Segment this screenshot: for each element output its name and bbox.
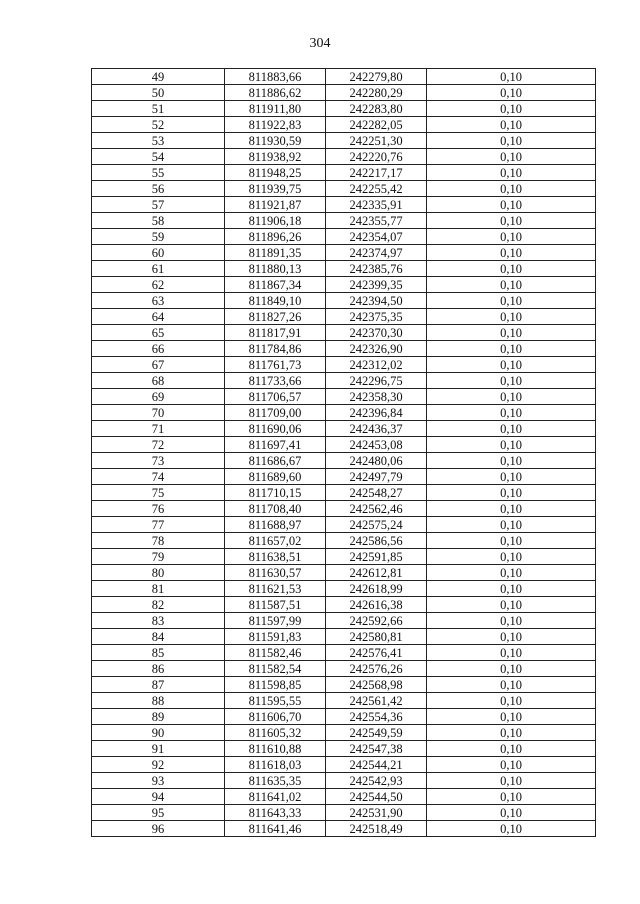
y-coordinate-cell: 242370,30 <box>326 325 427 341</box>
table-row <box>92 389 596 405</box>
table-row <box>92 245 596 261</box>
x-coordinate-cell: 811587,51 <box>225 597 326 613</box>
y-coordinate-cell: 242326,90 <box>326 341 427 357</box>
point-number-cell: 66 <box>92 341 225 357</box>
point-number-cell: 92 <box>92 757 225 773</box>
table-row <box>92 533 596 549</box>
point-number-cell: 70 <box>92 405 225 421</box>
point-number-cell: 50 <box>92 85 225 101</box>
y-coordinate-cell: 242399,35 <box>326 277 427 293</box>
x-coordinate-cell: 811709,00 <box>225 405 326 421</box>
table-row <box>92 453 596 469</box>
x-coordinate-cell: 811690,06 <box>225 421 326 437</box>
x-coordinate-cell: 811689,60 <box>225 469 326 485</box>
y-coordinate-cell: 242547,38 <box>326 741 427 757</box>
accuracy-cell: 0,10 <box>427 245 596 261</box>
x-coordinate-cell: 811643,33 <box>225 805 326 821</box>
table-row <box>92 213 596 229</box>
point-number-cell: 79 <box>92 549 225 565</box>
accuracy-cell: 0,10 <box>427 661 596 677</box>
x-coordinate-cell: 811948,25 <box>225 165 326 181</box>
accuracy-cell: 0,10 <box>427 693 596 709</box>
y-coordinate-cell: 242394,50 <box>326 293 427 309</box>
x-coordinate-cell: 811827,26 <box>225 309 326 325</box>
point-number-cell: 91 <box>92 741 225 757</box>
accuracy-cell: 0,10 <box>427 277 596 293</box>
accuracy-cell: 0,10 <box>427 309 596 325</box>
x-coordinate-cell: 811605,32 <box>225 725 326 741</box>
accuracy-cell: 0,10 <box>427 549 596 565</box>
table-row <box>92 133 596 149</box>
point-number-cell: 61 <box>92 261 225 277</box>
point-number-cell: 63 <box>92 293 225 309</box>
x-coordinate-cell: 811697,41 <box>225 437 326 453</box>
point-number-cell: 53 <box>92 133 225 149</box>
y-coordinate-cell: 242396,84 <box>326 405 427 421</box>
y-coordinate-cell: 242580,81 <box>326 629 427 645</box>
x-coordinate-cell: 811761,73 <box>225 357 326 373</box>
y-coordinate-cell: 242358,30 <box>326 389 427 405</box>
accuracy-cell: 0,10 <box>427 69 596 85</box>
point-number-cell: 76 <box>92 501 225 517</box>
y-coordinate-cell: 242575,24 <box>326 517 427 533</box>
x-coordinate-cell: 811582,46 <box>225 645 326 661</box>
point-number-cell: 58 <box>92 213 225 229</box>
y-coordinate-cell: 242618,99 <box>326 581 427 597</box>
y-coordinate-cell: 242355,77 <box>326 213 427 229</box>
accuracy-cell: 0,10 <box>427 229 596 245</box>
x-coordinate-cell: 811618,03 <box>225 757 326 773</box>
x-coordinate-cell: 811911,80 <box>225 101 326 117</box>
point-number-cell: 94 <box>92 789 225 805</box>
x-coordinate-cell: 811922,83 <box>225 117 326 133</box>
accuracy-cell: 0,10 <box>427 453 596 469</box>
y-coordinate-cell: 242374,97 <box>326 245 427 261</box>
accuracy-cell: 0,10 <box>427 757 596 773</box>
table-row <box>92 181 596 197</box>
table-row <box>92 341 596 357</box>
y-coordinate-cell: 242568,98 <box>326 677 427 693</box>
y-coordinate-cell: 242436,37 <box>326 421 427 437</box>
accuracy-cell: 0,10 <box>427 437 596 453</box>
x-coordinate-cell: 811657,02 <box>225 533 326 549</box>
accuracy-cell: 0,10 <box>427 565 596 581</box>
table-row <box>92 645 596 661</box>
y-coordinate-cell: 242554,36 <box>326 709 427 725</box>
point-number-cell: 71 <box>92 421 225 437</box>
x-coordinate-cell: 811733,66 <box>225 373 326 389</box>
x-coordinate-cell: 811641,46 <box>225 821 326 837</box>
accuracy-cell: 0,10 <box>427 725 596 741</box>
point-number-cell: 77 <box>92 517 225 533</box>
accuracy-cell: 0,10 <box>427 421 596 437</box>
table-row <box>92 613 596 629</box>
table-row <box>92 709 596 725</box>
table-row <box>92 229 596 245</box>
point-number-cell: 81 <box>92 581 225 597</box>
table-row <box>92 581 596 597</box>
accuracy-cell: 0,10 <box>427 389 596 405</box>
x-coordinate-cell: 811610,88 <box>225 741 326 757</box>
point-number-cell: 74 <box>92 469 225 485</box>
page-number: 304 <box>309 36 331 51</box>
point-number-cell: 86 <box>92 661 225 677</box>
x-coordinate-cell: 811595,55 <box>225 693 326 709</box>
point-number-cell: 60 <box>92 245 225 261</box>
y-coordinate-cell: 242586,56 <box>326 533 427 549</box>
y-coordinate-cell: 242280,29 <box>326 85 427 101</box>
y-coordinate-cell: 242251,30 <box>326 133 427 149</box>
y-coordinate-cell: 242518,49 <box>326 821 427 837</box>
x-coordinate-cell: 811867,34 <box>225 277 326 293</box>
x-coordinate-cell: 811896,26 <box>225 229 326 245</box>
point-number-cell: 87 <box>92 677 225 693</box>
x-coordinate-cell: 811598,85 <box>225 677 326 693</box>
point-number-cell: 69 <box>92 389 225 405</box>
table-row <box>92 85 596 101</box>
point-number-cell: 54 <box>92 149 225 165</box>
accuracy-cell: 0,10 <box>427 165 596 181</box>
x-coordinate-cell: 811930,59 <box>225 133 326 149</box>
x-coordinate-cell: 811621,53 <box>225 581 326 597</box>
table-row <box>92 485 596 501</box>
y-coordinate-cell: 242549,59 <box>326 725 427 741</box>
table-row <box>92 725 596 741</box>
accuracy-cell: 0,10 <box>427 533 596 549</box>
x-coordinate-cell: 811817,91 <box>225 325 326 341</box>
table-row <box>92 309 596 325</box>
point-number-cell: 55 <box>92 165 225 181</box>
coordinates-table <box>91 68 596 837</box>
point-number-cell: 82 <box>92 597 225 613</box>
y-coordinate-cell: 242312,02 <box>326 357 427 373</box>
y-coordinate-cell: 242453,08 <box>326 437 427 453</box>
y-coordinate-cell: 242576,26 <box>326 661 427 677</box>
table-row <box>92 677 596 693</box>
x-coordinate-cell: 811630,57 <box>225 565 326 581</box>
table-row <box>92 101 596 117</box>
x-coordinate-cell: 811939,75 <box>225 181 326 197</box>
x-coordinate-cell: 811686,67 <box>225 453 326 469</box>
x-coordinate-cell: 811921,87 <box>225 197 326 213</box>
coordinates-table-body <box>92 69 596 837</box>
y-coordinate-cell: 242335,91 <box>326 197 427 213</box>
x-coordinate-cell: 811641,02 <box>225 789 326 805</box>
x-coordinate-cell: 811582,54 <box>225 661 326 677</box>
table-row <box>92 565 596 581</box>
table-row <box>92 821 596 837</box>
x-coordinate-cell: 811708,40 <box>225 501 326 517</box>
point-number-cell: 51 <box>92 101 225 117</box>
accuracy-cell: 0,10 <box>427 581 596 597</box>
accuracy-cell: 0,10 <box>427 709 596 725</box>
accuracy-cell: 0,10 <box>427 773 596 789</box>
table-row <box>92 357 596 373</box>
table-row <box>92 293 596 309</box>
y-coordinate-cell: 242375,35 <box>326 309 427 325</box>
accuracy-cell: 0,10 <box>427 213 596 229</box>
accuracy-cell: 0,10 <box>427 597 596 613</box>
point-number-cell: 62 <box>92 277 225 293</box>
y-coordinate-cell: 242531,90 <box>326 805 427 821</box>
table-row <box>92 69 596 85</box>
y-coordinate-cell: 242576,41 <box>326 645 427 661</box>
table-row <box>92 261 596 277</box>
table-row <box>92 165 596 181</box>
y-coordinate-cell: 242616,38 <box>326 597 427 613</box>
accuracy-cell: 0,10 <box>427 805 596 821</box>
x-coordinate-cell: 811591,83 <box>225 629 326 645</box>
y-coordinate-cell: 242562,46 <box>326 501 427 517</box>
table-row <box>92 597 596 613</box>
accuracy-cell: 0,10 <box>427 85 596 101</box>
x-coordinate-cell: 811606,70 <box>225 709 326 725</box>
accuracy-cell: 0,10 <box>427 821 596 837</box>
accuracy-cell: 0,10 <box>427 501 596 517</box>
table-row <box>92 805 596 821</box>
point-number-cell: 90 <box>92 725 225 741</box>
accuracy-cell: 0,10 <box>427 357 596 373</box>
table-row <box>92 789 596 805</box>
y-coordinate-cell: 242561,42 <box>326 693 427 709</box>
table-row <box>92 629 596 645</box>
point-number-cell: 59 <box>92 229 225 245</box>
table-row <box>92 469 596 485</box>
y-coordinate-cell: 242480,06 <box>326 453 427 469</box>
table-row <box>92 325 596 341</box>
accuracy-cell: 0,10 <box>427 405 596 421</box>
y-coordinate-cell: 242354,07 <box>326 229 427 245</box>
x-coordinate-cell: 811635,35 <box>225 773 326 789</box>
y-coordinate-cell: 242592,66 <box>326 613 427 629</box>
accuracy-cell: 0,10 <box>427 101 596 117</box>
point-number-cell: 89 <box>92 709 225 725</box>
x-coordinate-cell: 811849,10 <box>225 293 326 309</box>
table-row <box>92 501 596 517</box>
y-coordinate-cell: 242296,75 <box>326 373 427 389</box>
point-number-cell: 72 <box>92 437 225 453</box>
accuracy-cell: 0,10 <box>427 325 596 341</box>
point-number-cell: 67 <box>92 357 225 373</box>
x-coordinate-cell: 811891,35 <box>225 245 326 261</box>
accuracy-cell: 0,10 <box>427 149 596 165</box>
point-number-cell: 85 <box>92 645 225 661</box>
x-coordinate-cell: 811784,86 <box>225 341 326 357</box>
y-coordinate-cell: 242283,80 <box>326 101 427 117</box>
y-coordinate-cell: 242497,79 <box>326 469 427 485</box>
y-coordinate-cell: 242548,27 <box>326 485 427 501</box>
accuracy-cell: 0,10 <box>427 613 596 629</box>
table-row <box>92 149 596 165</box>
table-row <box>92 421 596 437</box>
accuracy-cell: 0,10 <box>427 677 596 693</box>
x-coordinate-cell: 811886,62 <box>225 85 326 101</box>
x-coordinate-cell: 811906,18 <box>225 213 326 229</box>
x-coordinate-cell: 811688,97 <box>225 517 326 533</box>
x-coordinate-cell: 811638,51 <box>225 549 326 565</box>
point-number-cell: 88 <box>92 693 225 709</box>
point-number-cell: 73 <box>92 453 225 469</box>
table-row <box>92 757 596 773</box>
x-coordinate-cell: 811706,57 <box>225 389 326 405</box>
table-row <box>92 277 596 293</box>
table-row <box>92 437 596 453</box>
accuracy-cell: 0,10 <box>427 181 596 197</box>
table-row <box>92 741 596 757</box>
accuracy-cell: 0,10 <box>427 197 596 213</box>
y-coordinate-cell: 242217,17 <box>326 165 427 181</box>
accuracy-cell: 0,10 <box>427 469 596 485</box>
point-number-cell: 93 <box>92 773 225 789</box>
x-coordinate-cell: 811938,92 <box>225 149 326 165</box>
x-coordinate-cell: 811710,15 <box>225 485 326 501</box>
accuracy-cell: 0,10 <box>427 741 596 757</box>
point-number-cell: 49 <box>92 69 225 85</box>
accuracy-cell: 0,10 <box>427 117 596 133</box>
table-row <box>92 373 596 389</box>
y-coordinate-cell: 242544,50 <box>326 789 427 805</box>
table-row <box>92 773 596 789</box>
accuracy-cell: 0,10 <box>427 629 596 645</box>
point-number-cell: 95 <box>92 805 225 821</box>
y-coordinate-cell: 242385,76 <box>326 261 427 277</box>
x-coordinate-cell: 811597,99 <box>225 613 326 629</box>
accuracy-cell: 0,10 <box>427 645 596 661</box>
point-number-cell: 84 <box>92 629 225 645</box>
point-number-cell: 52 <box>92 117 225 133</box>
point-number-cell: 96 <box>92 821 225 837</box>
y-coordinate-cell: 242591,85 <box>326 549 427 565</box>
table-row <box>92 117 596 133</box>
point-number-cell: 64 <box>92 309 225 325</box>
y-coordinate-cell: 242220,76 <box>326 149 427 165</box>
accuracy-cell: 0,10 <box>427 261 596 277</box>
point-number-cell: 65 <box>92 325 225 341</box>
y-coordinate-cell: 242255,42 <box>326 181 427 197</box>
accuracy-cell: 0,10 <box>427 293 596 309</box>
point-number-cell: 78 <box>92 533 225 549</box>
x-coordinate-cell: 811880,13 <box>225 261 326 277</box>
accuracy-cell: 0,10 <box>427 517 596 533</box>
accuracy-cell: 0,10 <box>427 373 596 389</box>
x-coordinate-cell: 811883,66 <box>225 69 326 85</box>
table-row <box>92 517 596 533</box>
accuracy-cell: 0,10 <box>427 789 596 805</box>
accuracy-cell: 0,10 <box>427 341 596 357</box>
y-coordinate-cell: 242542,93 <box>326 773 427 789</box>
point-number-cell: 75 <box>92 485 225 501</box>
y-coordinate-cell: 242279,80 <box>326 69 427 85</box>
y-coordinate-cell: 242282,05 <box>326 117 427 133</box>
point-number-cell: 80 <box>92 565 225 581</box>
table-row <box>92 549 596 565</box>
table-row <box>92 661 596 677</box>
point-number-cell: 68 <box>92 373 225 389</box>
point-number-cell: 56 <box>92 181 225 197</box>
table-row <box>92 405 596 421</box>
accuracy-cell: 0,10 <box>427 133 596 149</box>
table-row <box>92 197 596 213</box>
point-number-cell: 57 <box>92 197 225 213</box>
point-number-cell: 83 <box>92 613 225 629</box>
y-coordinate-cell: 242612,81 <box>326 565 427 581</box>
y-coordinate-cell: 242544,21 <box>326 757 427 773</box>
accuracy-cell: 0,10 <box>427 485 596 501</box>
table-row <box>92 693 596 709</box>
